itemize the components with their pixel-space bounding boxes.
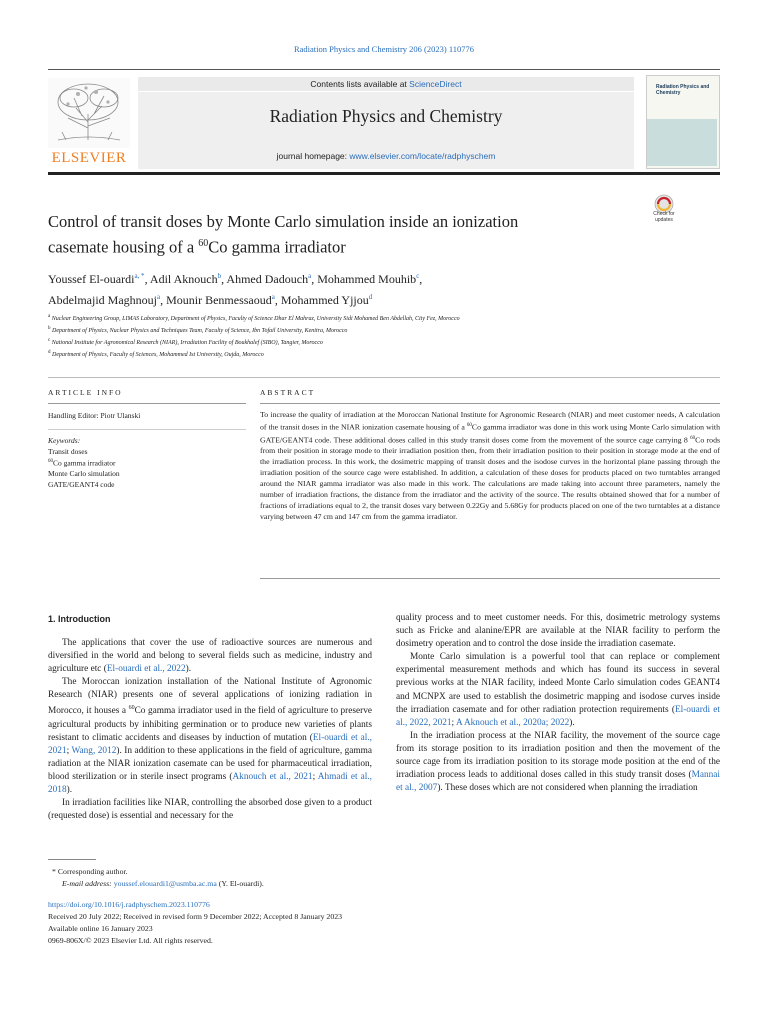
citation-link[interactable]: El-ouardi et al., 2022 bbox=[106, 664, 186, 675]
affiliation bbox=[48, 336, 728, 348]
paragraph-text: ). In addition to these applications in the field of agriculture, gamma radiation at the NIAR ionization casemate can be used for pharmaceutical irradiation, blood sterilization or in sterile insect programs ( bbox=[48, 745, 372, 783]
check-for-updates-label[interactable]: Check for updates bbox=[653, 211, 675, 223]
sciencedirect-link[interactable]: ScienceDirect bbox=[409, 79, 462, 89]
masthead-rule-top bbox=[48, 69, 720, 70]
paragraph: quality process and to meet customer needs. For this, dosimetric metrology systems such as Fricke and alanine/EPR are available at the NIAR facility to perform the dosimetry operation and to control the dose inside the irradiation casemate. bbox=[396, 613, 720, 650]
keyword-text: Co gamma irradiator bbox=[53, 458, 116, 468]
citation-link[interactable]: El-ouardi et al., 2022, 2021 bbox=[396, 704, 720, 728]
paragraph bbox=[396, 651, 720, 730]
citation-link[interactable]: A Aknouch et al., 2020a; 2022 bbox=[455, 717, 570, 728]
article-title bbox=[48, 211, 628, 259]
asterisk-mark: * bbox=[52, 867, 58, 876]
journal-title: Radiation Physics and Chemistry bbox=[269, 106, 503, 126]
affiliation-text: Department of Physics, Faculty of Sciences, Mohammed Ist University, Oujda, Morocco bbox=[52, 352, 264, 358]
affiliation-sup: b bbox=[48, 326, 51, 331]
doi-link[interactable]: https://doi.org/10.1016/j.radphyschem.2023.110776 bbox=[48, 900, 210, 909]
title-line-2 bbox=[48, 233, 628, 259]
journal-cover-band bbox=[647, 119, 717, 166]
paragraph-text: ; bbox=[451, 717, 456, 728]
footnote-rule bbox=[48, 859, 96, 860]
contents-prefix: Contents lists available at bbox=[310, 79, 410, 89]
journal-homepage bbox=[138, 151, 634, 161]
affiliation-sup: d bbox=[48, 350, 51, 355]
citation-link[interactable]: Aknouch et al., 2021 bbox=[232, 772, 313, 783]
body-column-right bbox=[396, 612, 720, 795]
footnote-text: Corresponding author. bbox=[57, 867, 128, 876]
received-dates: Received 20 July 2022; Received in revised form 9 December 2022; Accepted 8 January 2023 bbox=[48, 912, 343, 921]
affiliation bbox=[48, 324, 728, 336]
author-affil-sup[interactable]: d bbox=[368, 293, 373, 301]
body-column-left bbox=[48, 637, 372, 823]
paragraph-text: ). bbox=[185, 664, 192, 675]
paragraph bbox=[48, 637, 372, 676]
keyword: Monte Carlo simulation bbox=[48, 469, 120, 478]
paragraph-text: Monte Carlo simulation is a powerful tool that can replace or complement experimental measurement methods and which has found its success in several previous works at the NIAR facility, indeed Monte Carlo simulation codes GEANT4 and MCNPX are used to establish the dosimetric mapping and isodose curves inside the irradiation casemate and for other radiation protection requirements ( bbox=[396, 652, 720, 715]
paragraph bbox=[48, 676, 372, 797]
title-line-1: Control of transit doses by Monte Carlo simulation inside an ionization bbox=[48, 212, 519, 231]
citation-link[interactable]: Ahmadi et al., 2018 bbox=[48, 772, 372, 796]
paragraph-text: ; bbox=[312, 772, 318, 783]
author-sep: , bbox=[221, 272, 227, 286]
paragraph-text: ; bbox=[66, 745, 72, 756]
affiliation-sup: c bbox=[48, 338, 51, 343]
isotope-sup: 60 bbox=[128, 705, 135, 712]
email-owner: (Y. El-ouardi). bbox=[216, 879, 264, 888]
author[interactable] bbox=[281, 293, 372, 307]
paragraph-text: ). bbox=[569, 717, 575, 728]
affiliation bbox=[48, 348, 728, 360]
citation-link[interactable]: Wang, 2012 bbox=[71, 745, 117, 756]
author-list bbox=[48, 267, 648, 309]
author-sep: , bbox=[144, 272, 150, 286]
author-name[interactable]: Mounir Benmessaoud bbox=[166, 293, 272, 307]
handling-editor: Handling Editor: Piotr Ulanski bbox=[48, 411, 141, 420]
paragraph-text: The Moroccan ionization installation of the National Institute of Agronomic Research (NIAR) presents one of several applications of ionizing radiation in Morocco, it houses a bbox=[48, 677, 372, 717]
title-line-2-post: Co gamma irradiator bbox=[208, 237, 346, 257]
author[interactable] bbox=[48, 272, 150, 286]
author-affil-sup[interactable]: a, * bbox=[134, 272, 145, 280]
title-isotope-sup: 60 bbox=[198, 238, 209, 249]
keyword: Transit doses bbox=[48, 446, 88, 456]
affiliation-text: Nuclear Engineering Group, LIMAS Laboratory, Department of Physics, Faculty of Science Dhar El Mahraz, University Sidi Mohamed Ben Abdellah, City Fez, Morocco bbox=[51, 316, 460, 322]
contents-line bbox=[138, 79, 634, 89]
article-info-rule bbox=[48, 403, 246, 404]
paragraph-text: ). These doses which are not considered when planning the irradiation bbox=[437, 783, 698, 794]
author[interactable] bbox=[226, 272, 317, 286]
affiliations bbox=[48, 312, 728, 360]
abstract-end-rule bbox=[260, 578, 720, 579]
abstract-sup: 60 bbox=[466, 423, 472, 428]
affiliation-text: Department of Physics, Nuclear Physics and Techniques Team, Faculty of Science, Ibn Tofail University, Kenitra, Morocco bbox=[52, 328, 348, 334]
author[interactable] bbox=[48, 293, 166, 307]
author-sep: , bbox=[419, 272, 423, 286]
abstract-heading: ABSTRACT bbox=[260, 388, 316, 397]
author-affil-sup[interactable]: a bbox=[156, 293, 161, 301]
homepage-prefix: journal homepage: bbox=[276, 151, 350, 161]
author-affil-sup[interactable]: a bbox=[271, 293, 275, 301]
author-name[interactable]: Ahmed Dadouch bbox=[226, 272, 309, 286]
author-name[interactable]: Adil Aknouch bbox=[149, 272, 218, 286]
footnote-email bbox=[62, 878, 722, 889]
keywords-block bbox=[48, 436, 246, 490]
citation-link[interactable]: Mannai et al., 2007 bbox=[396, 770, 720, 794]
front-matter-divider bbox=[48, 377, 720, 378]
author-line-1 bbox=[48, 267, 648, 288]
author-name[interactable]: Abdelmajid Maghnouj bbox=[48, 293, 157, 307]
email-link[interactable]: youssef.elouardi1@usmba.ac.ma bbox=[113, 879, 217, 888]
author[interactable] bbox=[166, 293, 281, 307]
author-name[interactable]: Mohammed Mouhib bbox=[317, 272, 417, 286]
section-heading-introduction: 1. Introduction bbox=[48, 614, 111, 624]
abstract-sup: 60 bbox=[690, 435, 696, 441]
paragraph bbox=[396, 730, 720, 795]
abstract-body bbox=[260, 409, 720, 522]
affiliation-text: National Institute for Agronomical Research (NIAR), Irradiation Facility of Boukhalef (SIBO), Tangier, Morocco bbox=[51, 340, 323, 346]
title-line-2-pre: casemate housing of a bbox=[48, 237, 199, 257]
author-affil-sup[interactable]: a bbox=[308, 272, 312, 280]
author-affil-sup[interactable]: b bbox=[217, 272, 222, 280]
affiliation bbox=[48, 312, 728, 324]
paragraph-text: In the irradiation process at the NIAR facility, the movement of the source cage from its storage position to its irradiation position and then the movement of the source cage from its irradiation position to its storage mode position at the end of the irradiation process leads to additional doses called in this study transit doses ( bbox=[396, 730, 720, 781]
email-label: E-mail address: bbox=[62, 879, 114, 888]
copyright: 0969-806X/© 2023 Elsevier Ltd. All rights reserved. bbox=[48, 936, 213, 945]
journal-cover-title: Radiation Physics and Chemistry bbox=[656, 84, 710, 96]
running-head[interactable]: Radiation Physics and Chemistry 206 (2023) 110776 bbox=[293, 44, 475, 54]
paragraph-text: Co gamma irradiator used in the field of agriculture to preserve agricultural products by inhibiting germination or to produce new varieties of plants resistant to climatic accidents and diseases by induction of mutation ( bbox=[48, 706, 372, 743]
abstract-rule bbox=[260, 403, 720, 404]
author[interactable] bbox=[150, 272, 227, 286]
abstract-text: Co rods from their position in storage mode to their irradiation position then, from their irradiation position to their position in storage mode at the end of the irradiation process. In this work, the dosimetric mapping of transit doses and the isodose curves in the horizontal plane passing through the irradiation position of the source cage were established. In addition, a calculation of these doses for products placed on two turntables arranged around the NIAR gamma irradiator was also made in this work. The calculations are made taking into account three parameters, namely the number of irradiation fractions, the distance from the irradiator and the activity of the source. The results obtained showed that for a number of fractions of irradiations equal to 2, the transit doses vary between 0.22Gy and 5.68Gy for products placed on one of the two turntables at a distance varying between 47 cm and 147 cm from the gamma irradiator. bbox=[260, 435, 721, 522]
article-info-rule-2 bbox=[48, 429, 246, 430]
author-line-2 bbox=[48, 288, 648, 309]
available-online: Available online 16 January 2023 bbox=[48, 924, 153, 933]
paragraph-text: The applications that cover the use of radioactive sources are numerous and diversified in the world and belong to several fields such as medicine, industry and agriculture etc ( bbox=[48, 638, 372, 675]
article-info-heading: ARTICLE INFO bbox=[48, 388, 123, 397]
author-name[interactable]: Mohammed Yjjou bbox=[280, 293, 369, 307]
affiliation-sup: a bbox=[48, 314, 51, 319]
author-affil-sup[interactable]: c bbox=[416, 272, 420, 280]
author[interactable] bbox=[317, 272, 422, 286]
author-sep: , bbox=[160, 293, 167, 307]
paragraph: In irradiation facilities like NIAR, controlling the absorbed dose given to a product (requested dose) is essential and necessary for the bbox=[48, 798, 372, 822]
citation-link[interactable]: El-ouardi et al., 2021 bbox=[48, 732, 372, 756]
abstract-text: To increase the quality of irradiation at the Moroccan National Institute for Agronomic Research (NIAR) and meet customer needs, A calculation of the transit doses in the NIAR ionization casemate housing of a bbox=[260, 410, 720, 432]
homepage-link[interactable]: www.elsevier.com/locate/radphyschem bbox=[349, 151, 496, 161]
keyword: GATE/GEANT4 code bbox=[48, 479, 115, 489]
masthead-rule-bottom bbox=[48, 172, 720, 175]
keyword bbox=[48, 457, 246, 469]
keyword-sup: 60 bbox=[48, 459, 53, 464]
paragraph-text: ). bbox=[66, 785, 73, 796]
author-sep: , bbox=[274, 293, 281, 307]
author-sep: , bbox=[311, 272, 318, 286]
keywords-label: Keywords: bbox=[48, 436, 81, 445]
abstract-text: Co gamma irradiator was done in this work using Monte Carlo simulation with GATE/GEANT4 code. These additional doses called in this study transit doses come from the movement of the source cage carrying 8 bbox=[260, 422, 720, 445]
author-name[interactable]: Youssef El-ouardi bbox=[48, 272, 135, 286]
footnote-corresponding bbox=[52, 866, 712, 877]
publisher-wordmark: ELSEVIER bbox=[51, 150, 127, 166]
